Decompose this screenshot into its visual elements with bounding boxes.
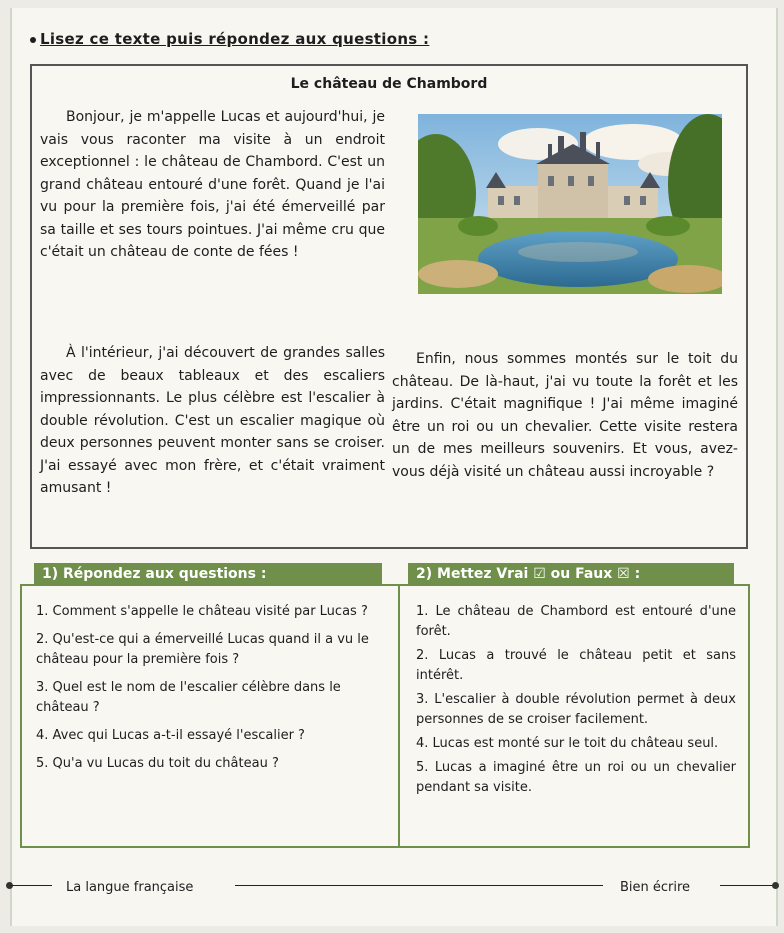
question-item: 3. Quel est le nom de l'escalier célèbre dans le château ? [36, 680, 341, 715]
question-list [36, 602, 388, 782]
statement-list [416, 602, 736, 802]
chambord-castle-image [418, 114, 722, 294]
true-false-box [400, 584, 750, 848]
section-1-header: 1) Répondez aux questions : [34, 563, 382, 585]
statement-item: 4. Lucas est monté sur le toit du château seul. [416, 736, 719, 751]
question-item: 5. Qu'a vu Lucas du toit du château ? [36, 756, 279, 771]
statement-item: 5. Lucas a imaginé être un roi ou un chevalier pendant sa visite. [416, 760, 736, 795]
statement-item: 3. L'escalier à double révolution permet à deux personnes de se croiser facilement. [416, 692, 736, 727]
section-2-header: 2) Mettez Vrai ☑ ou Faux ☒ : [408, 563, 734, 585]
footer-rule [10, 885, 52, 886]
question-item: 1. Comment s'appelle le château visité par Lucas ? [36, 604, 368, 619]
paragraph-1: Bonjour, je m'appelle Lucas et aujourd'hui, je vais vous raconter ma visite à un endroit exceptionnel : le château de Chambord. C'est un grand château entouré d'une forêt. Quand je l'ai vu pour la première fois, j'ai été émerveillé par sa taille et ses tours pointues. J'ai même cru que c'était un château de conte de fées ! [40, 109, 385, 260]
footer-right-text: Bien écrire [620, 880, 691, 895]
statement-item: 1. Le château de Chambord est entouré d'une forêt. [416, 604, 736, 639]
paragraph-2: À l'intérieur, j'ai découvert de grandes salles avec de beaux tableaux et des escaliers impressionnants. Le plus célèbre est l'escalier à double révolution. C'est un escalier magique où deux personnes peuvent monter sans se croiser. J'ai essayé avec mon frère, et c'était vraiment amusant ! [40, 345, 385, 496]
statement-item: 2. Lucas a trouvé le château petit et sans intérêt. [416, 648, 736, 683]
footer-rule [720, 885, 776, 886]
question-item: 2. Qu'est-ce qui a émerveillé Lucas quand il a vu le château pour la première fois ? [36, 632, 369, 667]
questions-box [20, 584, 400, 848]
text-title: Le château de Chambord [290, 76, 488, 92]
paragraph-3: Enfin, nous sommes montés sur le toit du château. De là-haut, j'ai vu toute la forêt et les jardins. C'était magnifique ! J'ai même imaginé être un roi ou un chevalier. Cette visite restera un de mes meilleurs souvenirs. Et vous, avez-vous déjà visité un château aussi incroyable ? [392, 351, 738, 480]
question-item: 4. Avec qui Lucas a-t-il essayé l'escalier ? [36, 728, 305, 743]
footer-dot-right [772, 882, 779, 889]
footer-rule [235, 885, 603, 886]
footer-left-text: La langue française [66, 880, 194, 895]
bullet-icon [30, 37, 36, 43]
reading-text-box [30, 64, 748, 549]
instruction-heading: Lisez ce texte puis répondez aux questions : [40, 30, 430, 48]
